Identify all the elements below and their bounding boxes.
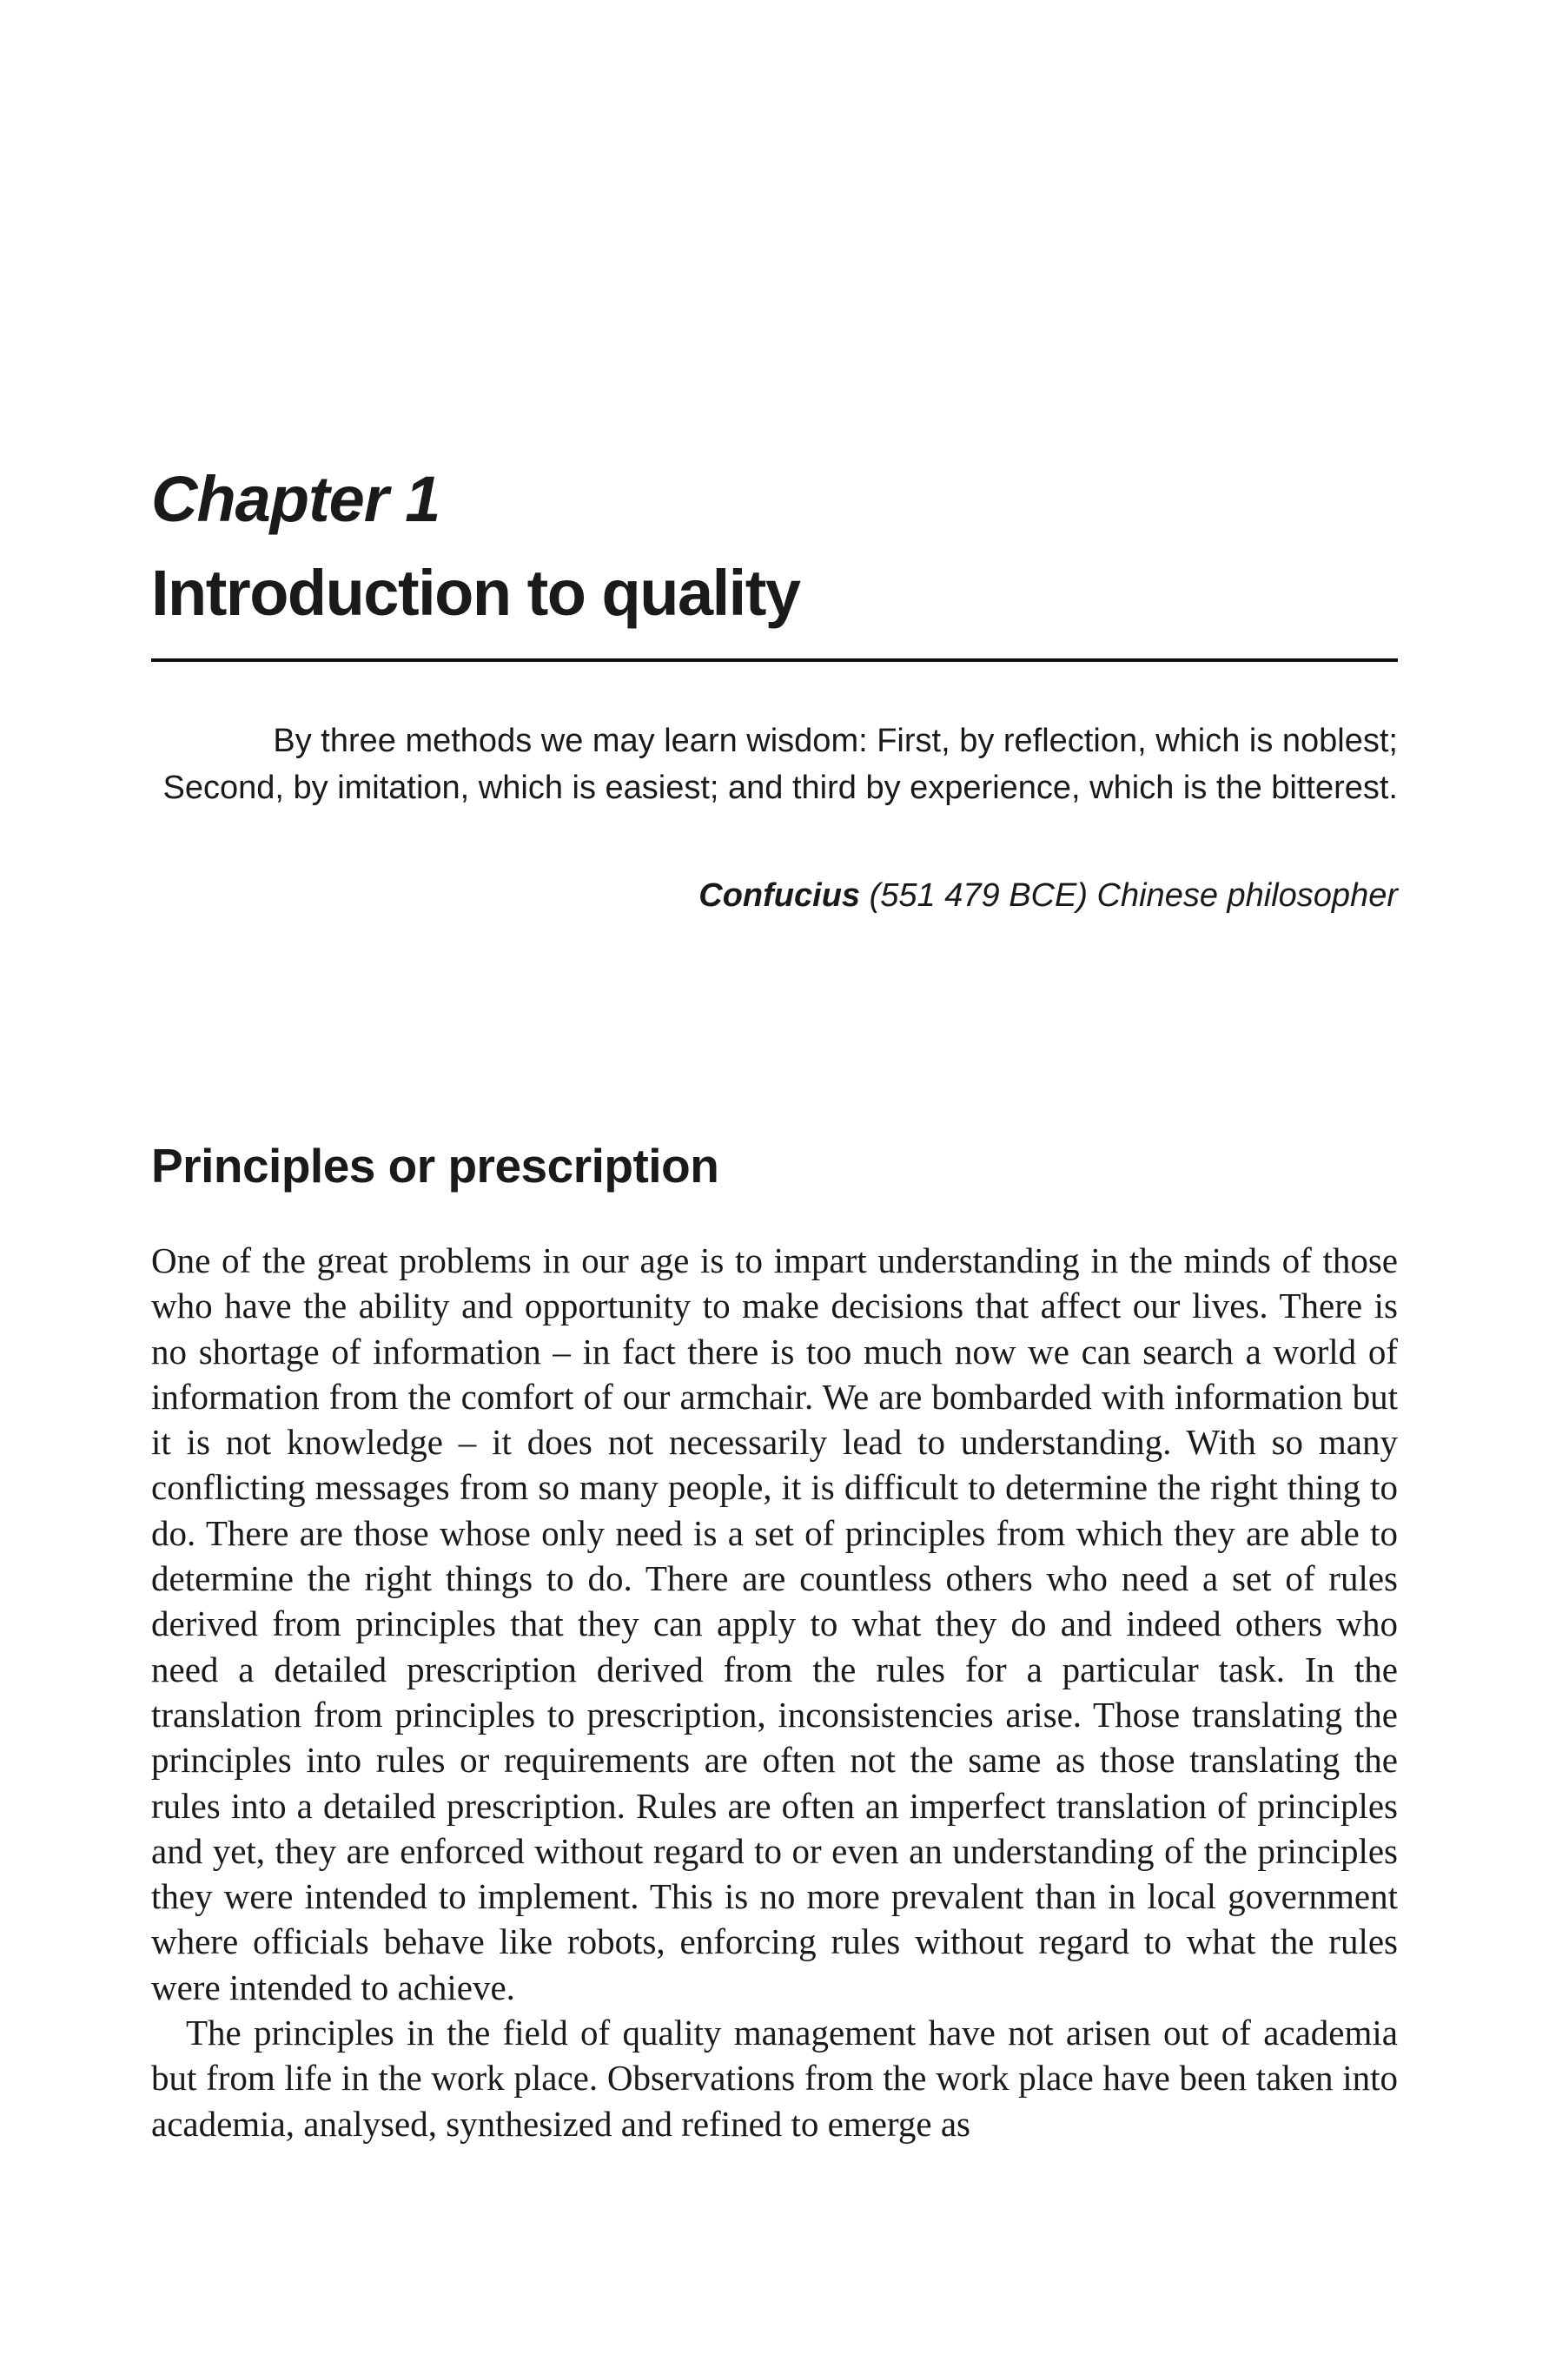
chapter-number: Chapter 1	[151, 463, 440, 535]
chapter-title: Introduction to quality	[151, 557, 800, 629]
section-heading: Principles or prescription	[151, 1139, 719, 1193]
body-paragraph: The principles in the field of quality management have not arisen out of academia but from life in the work place. Observations from the work place have been taken into academia, analysed, synthesized and refined to emerge as	[151, 2013, 1398, 2144]
body-paragraph: One of the great problems in our age is to impart understanding in the minds of those who have the ability and opportunity to make decisions that affect our lives. There is no shortage of information – in fact there is too much now we can search a world of information from the comfort of our armchair. We are bombarded with information but it is not knowledge – it does not necessarily lead to understanding. With so many conflicting messages from so many people, it is difficult to determine the right thing to do. There are those whose only need is a set of principles from which they are able to determine the right things to do. There are countless others who need a set of rules derived from principles that they can apply to what they do and indeed others who need a detailed prescription derived from the rules for a particular task. In the translation from principles to prescription, inconsistencies arise. Those translating the principles into rules or requirements are often not the same as those translating the rules into a detailed prescription. Rules are often an imperfect translation of principles and yet, they are enforced without regard to or even an understanding of the principles they were intended to implement. This is no more prevalent than in local government where officials behave like robots, enforcing rules without regard to what the rules were intended to achieve.	[151, 1240, 1398, 2007]
epigraph-author-detail: (551 479 BCE) Chinese philosopher	[860, 877, 1398, 914]
epigraph-attribution	[151, 872, 1398, 919]
section-body	[151, 1238, 1398, 2146]
chapter-divider	[151, 658, 1398, 662]
epigraph-quote: By three methods we may learn wisdom: First, by reflection, which is noblest; Second, by imitation, which is easiest; and third by experience, which is the bitterest.	[162, 723, 1398, 806]
epigraph-author: Confucius	[698, 877, 861, 914]
book-page	[151, 0, 1398, 2380]
